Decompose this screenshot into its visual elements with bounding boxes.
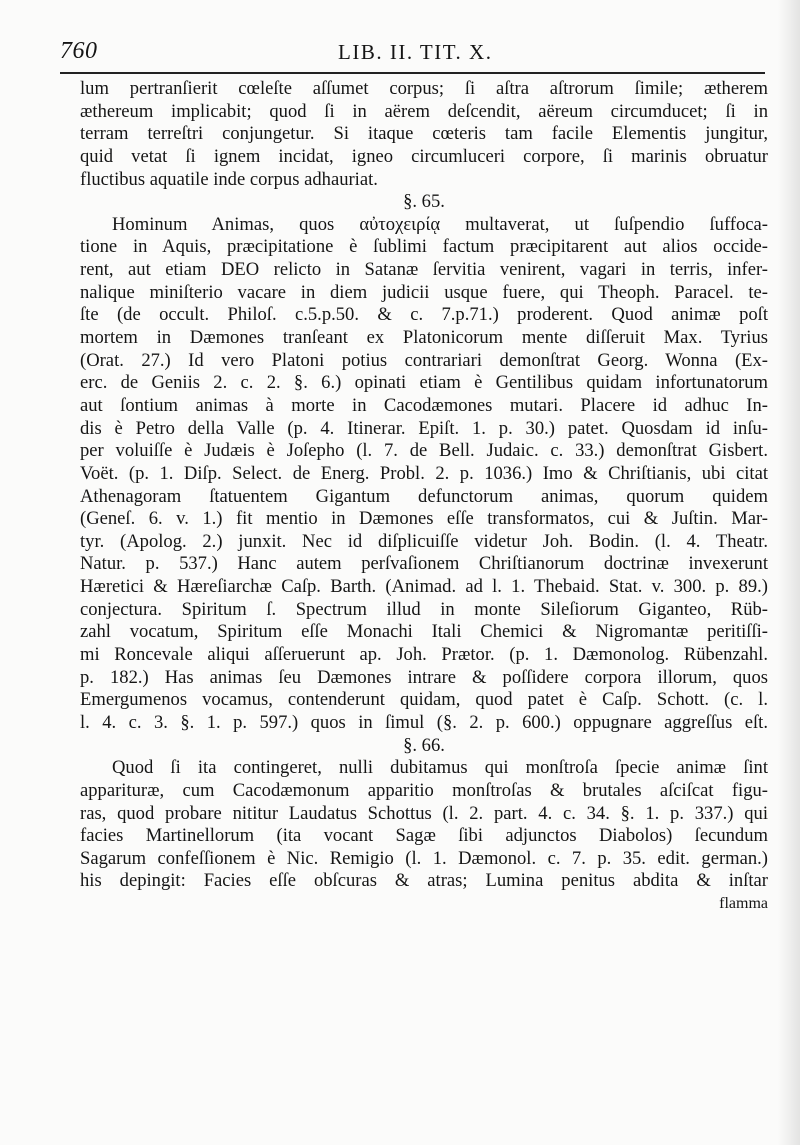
text-line: per voluiſſe è Judæis è Joſepho (l. 7. de Bell. Judaic. c. 33.) demonſtrat Gisbert. — [80, 440, 768, 462]
text-line: Emergumenos vocamus, contenderunt quidam, quod patet è Caſp. Schott. (c. l. — [80, 689, 768, 711]
text-line: terram terreſtri conjungetur. Si itaque cœteris tam facile Elementis jungitur, — [80, 123, 768, 145]
text-line: Quod ſi ita contingeret, nulli dubitamus qui monſtroſa ſpecie animæ ſint — [112, 757, 768, 779]
text-line: erc. de Geniis 2. c. 2. §. 6.) opinati etiam è Gentilibus quidam infortunatorum — [80, 372, 768, 394]
text-line: facies Martinellorum (ita vocant Sagæ ſibi adjunctos Diabolos) ſecundum — [80, 825, 768, 847]
text-line: (Orat. 27.) Id vero Platoni potius contrariari demonſtrat Georg. Wonna (Ex- — [80, 349, 768, 371]
text-line: apparituræ, cum Cacodæmonum apparitio monſtroſas & brutales aſciſcat figu- — [80, 779, 768, 801]
text-line: ſte (de occult. Philoſ. c.5.p.50. & c. 7.p.71.) proderent. Quod animæ poſt — [80, 304, 768, 326]
section-heading: §. 66. — [403, 734, 445, 756]
text-line: Hominum Animas, quos αὐτοχειρίᾳ multaverat, ut ſuſpendio ſuffoca- — [112, 213, 768, 235]
text-line: p. 182.) Has animas ſeu Dæmones intrare & poſſidere corpora illorum, quos — [80, 666, 768, 688]
text-line: (Geneſ. 6. v. 1.) fit mentio in Dæmones eſſe transformatos, cui & Juſtin. Mar- — [80, 508, 768, 530]
header-rule — [60, 72, 765, 74]
text-line: Hæretici & Hæreſiarchæ Caſp. Barth. (Animad. ad l. 1. Thebaid. Stat. v. 300. p. 89.) — [80, 576, 768, 598]
page-header — [60, 38, 765, 70]
section-heading: §. 65. — [403, 191, 445, 213]
text-line: Natur. p. 537.) Hanc autem perſvaſionem Chriſtianorum doctrinæ invexerunt — [80, 553, 768, 575]
text-line: mortem in Dæmones tranſeant ex Platonicorum mente diſſeruit Max. Tyrius — [80, 327, 768, 349]
page-number: 760 — [60, 38, 98, 64]
text-line: fluctibus aquatile inde corpus adhauriat. — [80, 168, 378, 190]
text-line: tione in Aquis, præcipitatione è ſublimi factum præcipitarent aut alios occide- — [80, 236, 768, 258]
text-line: quid vetat ſi ignem incidat, igneo circumluceri corpore, ſi marinis obruatur — [80, 145, 768, 167]
text-line: Sagarum confeſſionem è Nic. Remigio (l. 1. Dæmonol. c. 7. p. 35. edit. german.) — [80, 847, 768, 869]
text-line: Voët. (p. 1. Diſp. Select. de Energ. Probl. 2. p. 1036.) Imo & Chriſtianis, ubi citat — [80, 462, 768, 484]
text-line: lum pertranſierit cœleſte aſſumet corpus; ſi aſtra aſtrorum ſimile; ætherem — [80, 78, 768, 99]
text-line: dis è Petro della Valle (p. 4. Itinerar. Epiſt. 1. p. 30.) patet. Quosdam id inſu- — [80, 417, 768, 439]
text-line: aut ſontium animas à morte in Cacodæmones mutari. Placere id adhuc In- — [80, 394, 768, 416]
text-line: ras, quod probare nititur Laudatus Schottus (l. 2. part. 4. c. 34. §. 1. p. 337.) qui — [80, 802, 768, 824]
text-line: l. 4. c. 3. §. 1. p. 597.) quos in ſimul (§. 2. p. 600.) oppugnare aggreſſus eſt. — [80, 711, 768, 733]
text-line: his depingit: Facies eſſe obſcuras & atras; Lumina penitus abdita & inſtar — [80, 870, 768, 892]
text-line: mi Roncevale aliqui aſſeruerunt ap. Joh. Prætor. (p. 1. Dæmonolog. Rübenzahl. — [80, 644, 768, 666]
page-edge-shadow — [778, 0, 800, 1145]
body-text — [80, 78, 768, 916]
catchword: flamma — [719, 895, 768, 913]
text-line: æthereum implicabit; quod ſi in aërem deſcendit, aëreum circumducet; ſi in — [80, 100, 768, 122]
text-line: rent, aut etiam DEO relicto in Satanæ ſervitia venirent, vagari in terris, infer- — [80, 259, 768, 281]
text-line: zahl vocatum, Spiritum eſſe Monachi Itali Chemici & Nigromantæ peritiſſi- — [80, 621, 768, 643]
text-line: conjectura. Spiritum ſ. Spectrum illud in monte Sileſiorum Giganteo, Rüb- — [80, 598, 768, 620]
text-line: Athenagoram ſtatuentem Gigantum defunctorum animas, quorum quidem — [80, 485, 768, 507]
text-line: tyr. (Apolog. 2.) junxit. Nec id diſplicuiſſe videtur Joh. Bodin. (l. 4. Theatr. — [80, 530, 768, 552]
running-head: LIB. II. TIT. X. — [338, 40, 493, 64]
text-line: nalique miniſterio vacare in diem judicii usque fuere, qui Theoph. Paracel. te- — [80, 281, 768, 303]
